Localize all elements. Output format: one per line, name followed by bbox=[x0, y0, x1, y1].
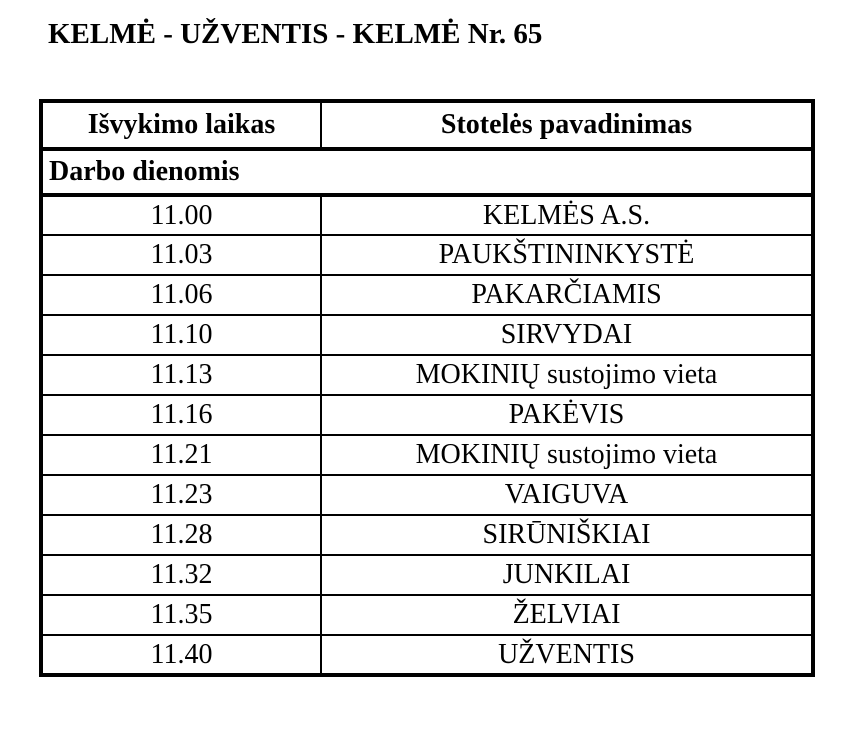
section-label: Darbo dienomis bbox=[41, 149, 813, 195]
table-row bbox=[41, 475, 813, 515]
departure-time-cell: 11.03 bbox=[41, 235, 321, 275]
departure-time-cell: 11.06 bbox=[41, 275, 321, 315]
stop-name-cell: SIRVYDAI bbox=[321, 315, 813, 355]
departure-time-cell: 11.40 bbox=[41, 635, 321, 675]
table-row bbox=[41, 595, 813, 635]
stop-name-cell: PAKARČIAMIS bbox=[321, 275, 813, 315]
stop-name-cell: ŽELVIAI bbox=[321, 595, 813, 635]
stop-name-cell: KELMĖS A.S. bbox=[321, 195, 813, 235]
table-row bbox=[41, 235, 813, 275]
stop-name-cell: MOKINIŲ sustojimo vieta bbox=[321, 355, 813, 395]
departure-time-cell: 11.35 bbox=[41, 595, 321, 635]
stop-name-cell: MOKINIŲ sustojimo vieta bbox=[321, 435, 813, 475]
stop-name-cell: PAUKŠTININKYSTĖ bbox=[321, 235, 813, 275]
section-row bbox=[41, 149, 813, 195]
header-stop-name: Stotelės pavadinimas bbox=[321, 101, 813, 149]
table-header-row bbox=[41, 101, 813, 149]
table-row bbox=[41, 435, 813, 475]
departure-time-cell: 11.28 bbox=[41, 515, 321, 555]
departure-time-cell: 11.10 bbox=[41, 315, 321, 355]
stop-name-cell: SIRŪNIŠKIAI bbox=[321, 515, 813, 555]
table-row bbox=[41, 555, 813, 595]
header-departure-time: Išvykimo laikas bbox=[41, 101, 321, 149]
table-row bbox=[41, 315, 813, 355]
stop-name-cell: PAKĖVIS bbox=[321, 395, 813, 435]
table-row bbox=[41, 275, 813, 315]
table-row bbox=[41, 195, 813, 235]
departure-time-cell: 11.23 bbox=[41, 475, 321, 515]
table-row bbox=[41, 635, 813, 675]
departure-time-cell: 11.32 bbox=[41, 555, 321, 595]
stop-name-cell: VAIGUVA bbox=[321, 475, 813, 515]
departure-time-cell: 11.16 bbox=[41, 395, 321, 435]
table-row bbox=[41, 355, 813, 395]
schedule-table bbox=[39, 99, 815, 677]
departure-time-cell: 11.13 bbox=[41, 355, 321, 395]
table-row bbox=[41, 395, 813, 435]
stop-name-cell: UŽVENTIS bbox=[321, 635, 813, 675]
departure-time-cell: 11.00 bbox=[41, 195, 321, 235]
departure-time-cell: 11.21 bbox=[41, 435, 321, 475]
stop-name-cell: JUNKILAI bbox=[321, 555, 813, 595]
page-title: KELMĖ - UŽVENTIS - KELMĖ Nr. 65 bbox=[48, 18, 543, 50]
table-row bbox=[41, 515, 813, 555]
